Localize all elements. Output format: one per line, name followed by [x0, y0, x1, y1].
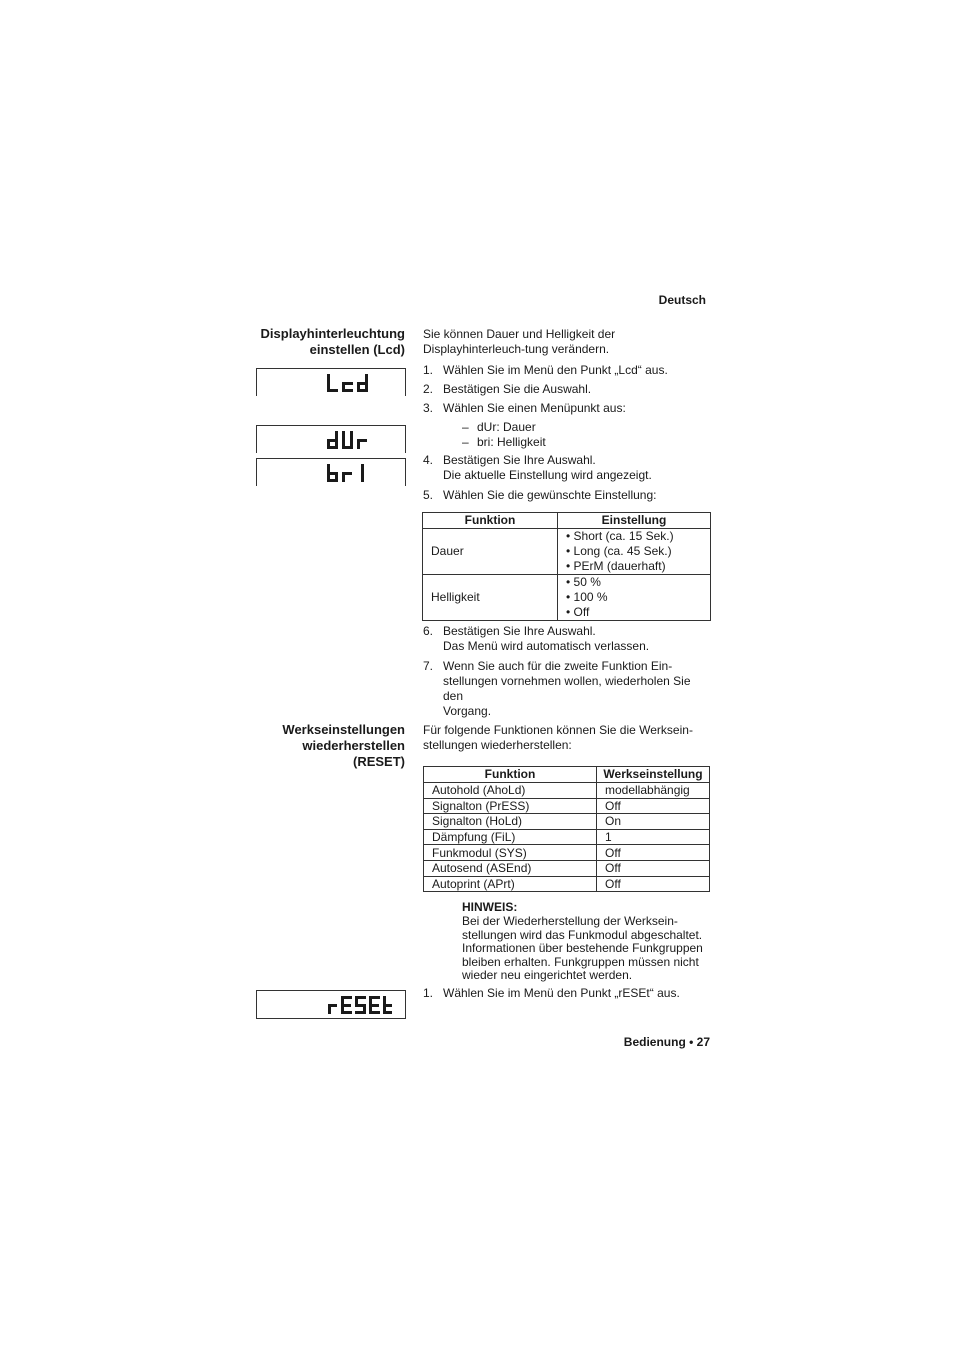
column-header-setting: Einstellung: [558, 513, 711, 529]
step-text-line2: Die aktuelle Einstellung wird angezeigt.: [443, 468, 652, 482]
step-number: 1.: [423, 986, 434, 1000]
note-line: Bei der Wiederherstellung der Werksein-: [462, 914, 678, 928]
step-text: Wenn Sie auch für die zweite Funktion Ein-: [443, 659, 673, 673]
section-title-line: Werkseinstellungen: [282, 722, 405, 737]
section-title-line: wiederherstellen: [302, 738, 405, 753]
step-text: Wählen Sie im Menü den Punkt „rESEt“ aus.: [443, 986, 680, 1000]
step-number: 1.: [423, 363, 434, 377]
option: • 100 %: [566, 590, 608, 604]
section2-intro: Für folgende Funktionen können Sie die Werksein-stellungen wiederherstellen:: [423, 723, 693, 752]
cell-value: Off: [597, 798, 710, 814]
lcd-glyphs-dur: [327, 431, 367, 449]
step-6: [423, 624, 713, 654]
cell-value: On: [597, 814, 710, 830]
step-text: Wählen Sie im Menü den Punkt „Lcd“ aus.: [443, 363, 668, 377]
cell-options: [558, 575, 711, 621]
cell-function: Autohold (AhoLd): [424, 783, 597, 799]
step-number: 5.: [423, 488, 434, 502]
step-text: Wählen Sie einen Menüpunkt aus:: [443, 401, 626, 415]
cell-function: Autosend (ASEnd): [424, 860, 597, 876]
cell-function: Dämpfung (FiL): [424, 829, 597, 845]
cell-function: Signalton (PrESS): [424, 798, 597, 814]
step-1: [423, 363, 713, 378]
note-line: wieder neu eingerichtet werden.: [462, 968, 633, 983]
cell-value: Off: [597, 876, 710, 892]
cell-value: modellabhängig: [597, 783, 710, 799]
dash: –: [462, 435, 469, 449]
section-title-display-backlight: [200, 326, 405, 358]
step-number: 2.: [423, 382, 434, 396]
option: • Long (ca. 45 Sek.): [566, 544, 672, 558]
section-title-reset: [200, 722, 405, 770]
step-number: 4.: [423, 453, 434, 467]
step-text-line3: Vorgang.: [443, 704, 492, 718]
step-text: Wählen Sie die gewünschte Einstellung:: [443, 488, 657, 502]
option: • Short (ca. 15 Sek.): [566, 529, 674, 543]
lcd-glyphs-lcd: [327, 374, 368, 392]
lcd-display-dur: [256, 425, 406, 453]
step-text: Bestätigen Sie Ihre Auswahl.: [443, 453, 596, 467]
sub-item-bri: [462, 435, 546, 450]
table-row: [424, 798, 710, 814]
step-number: 6.: [423, 624, 434, 638]
table-row: [423, 529, 711, 575]
table-row: [424, 876, 710, 892]
step-text-line2: Das Menü wird automatisch verlassen.: [443, 639, 650, 653]
cell-value: Off: [597, 845, 710, 861]
lcd-glyphs-bri: [327, 464, 364, 482]
note-line: stellungen wird das Funkmodul abgeschaltet.: [462, 927, 703, 942]
section-title-text: Displayhinterleuchtung einstellen (Lcd): [260, 326, 405, 357]
note-body: [462, 915, 707, 983]
language-label: Deutsch: [658, 293, 706, 307]
section-title-line: (RESET): [353, 754, 405, 769]
lcd-display-reset: [256, 990, 406, 1019]
step-text: Bestätigen Sie Ihre Auswahl.: [443, 624, 596, 638]
step-text: Bestätigen Sie die Auswahl.: [443, 382, 592, 396]
note-line: bleiben erhalten. Funkgruppen müssen nicht: [462, 954, 699, 969]
step-7: [423, 659, 713, 719]
step-2: [423, 382, 713, 397]
table-row: [424, 860, 710, 876]
table-row: [423, 575, 711, 621]
cell-value: 1: [597, 829, 710, 845]
option: • Off: [566, 605, 590, 619]
step-5: [423, 488, 713, 503]
table-row: [424, 814, 710, 830]
cell-function: Funkmodul (SYS): [424, 845, 597, 861]
cell-options: [558, 529, 711, 575]
table-row: [424, 783, 710, 799]
page-footer: Bedienung • 27: [623, 1035, 710, 1049]
table-header-row: [424, 767, 710, 783]
cell-function: Autoprint (APrt): [424, 876, 597, 892]
factory-settings-table: [423, 766, 710, 892]
cell-function: Dauer: [423, 529, 558, 575]
sub-item-dur: [462, 420, 536, 435]
cell-function: Helligkeit: [423, 575, 558, 621]
reset-step-1: [423, 986, 713, 1001]
step-4: [423, 453, 713, 483]
section1-intro: Sie können Dauer und Helligkeit der Displayhinterleuch-tung verändern.: [423, 327, 616, 356]
option: • PErM (dauerhaft): [566, 559, 666, 573]
lcd-display-lcd: [256, 368, 406, 396]
table-row: [424, 829, 710, 845]
lcd-display-bri: [256, 458, 406, 486]
column-header-function: Funktion: [423, 513, 558, 529]
note-title: HINWEIS:: [462, 900, 518, 914]
step-text-line2: stellungen vornehmen wollen, wiederholen Sie den: [443, 674, 691, 703]
table-row: [424, 845, 710, 861]
column-header-factory-setting: Werkseinstellung: [597, 767, 710, 783]
note-line: Informationen über bestehende Funkgruppen: [462, 941, 703, 956]
option: • 50 %: [566, 575, 601, 589]
step-number: 7.: [423, 659, 434, 673]
sub-item-text: dUr: Dauer: [477, 420, 536, 434]
cell-value: Off: [597, 860, 710, 876]
backlight-settings-table: [422, 512, 711, 621]
step-number: 3.: [423, 401, 434, 415]
column-header-function: Funktion: [424, 767, 597, 783]
lcd-glyphs-reset: [328, 996, 392, 1014]
table-header-row: [423, 513, 711, 529]
dash: –: [462, 420, 469, 434]
sub-item-text: bri: Helligkeit: [477, 435, 546, 449]
step-3: [423, 401, 713, 416]
cell-function: Signalton (HoLd): [424, 814, 597, 830]
